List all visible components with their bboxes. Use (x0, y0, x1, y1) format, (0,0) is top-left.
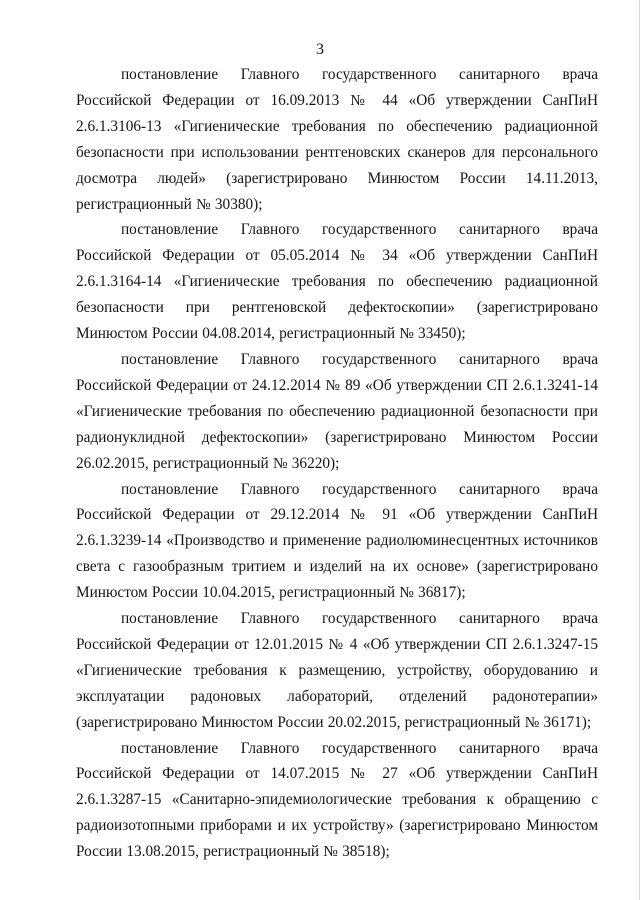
paragraph-resolution-27: постановление Главного государственного санитарного врача Российской Федерации от 14.07.2015 № 27 «Об утверждении СанПиН 2.6.1.3287-15 «Санитарно-эпидемиологические требования к обращению с радиоизотопными приборами и их устройству» (зарегистрировано Минюстом России 13.08.2015, регистрационный № 38518); (76, 739, 598, 861)
paragraph-resolution-91: постановление Главного государственного санитарного врача Российской Федерации от 29.12.2014 № 91 «Об утверждении СанПиН 2.6.1.3239-14 «Производство и применение радиолюминесцентных источников света с газообразным тритием и изделий на их основе» (зарегистрировано Минюстом России 10.04.2015, регистрационный № 36817); (76, 480, 598, 602)
document-body (76, 62, 598, 865)
paragraph-resolution-44: постановление Главного государственного санитарного врача Российской Федерации от 16.09.2013 № 44 «Об утверждении СанПиН 2.6.1.3106-13 «Гигиенические требования по обеспечению радиационной безопасности при использовании рентгеновских сканеров для персонального досмотра людей» (зарегистрировано Минюстом России 14.11.2013, регистрационный № 30380); (76, 66, 598, 213)
paragraph-resolution-4: постановление Главного государственного санитарного врача Российской Федерации от 12.01.2015 № 4 «Об утверждении СП 2.6.1.3247-15 «Гигиенические требования к размещению, устройству, оборудованию и эксплуатации радоновых лабораторий, отделений радонотерапии» (зарегистрировано Минюстом России 20.02.2015, регистрационный № 36171); (76, 610, 598, 731)
paragraph-resolution-89: постановление Главного государственного санитарного врача Российской Федерации от 24.12.2014 № 89 «Об утверждении СП 2.6.1.3241-14 «Гигиенические требования по обеспечению радиационной безопасности при радионуклидной дефектоскопии» (зарегистрировано Минюстом России 26.02.2015, регистрационный № 36220); (76, 350, 598, 472)
paragraph-resolution-34: постановление Главного государственного санитарного врача Российской Федерации от 05.05.2014 № 34 «Об утверждении СанПиН 2.6.1.3164-14 «Гигиенические требования по обеспечению радиационной безопасности при рентгеновской дефектоскопии» (зарегистрировано Минюстом России 04.08.2014, регистрационный № 33450); (76, 221, 598, 343)
page-number: 3 (316, 41, 324, 58)
